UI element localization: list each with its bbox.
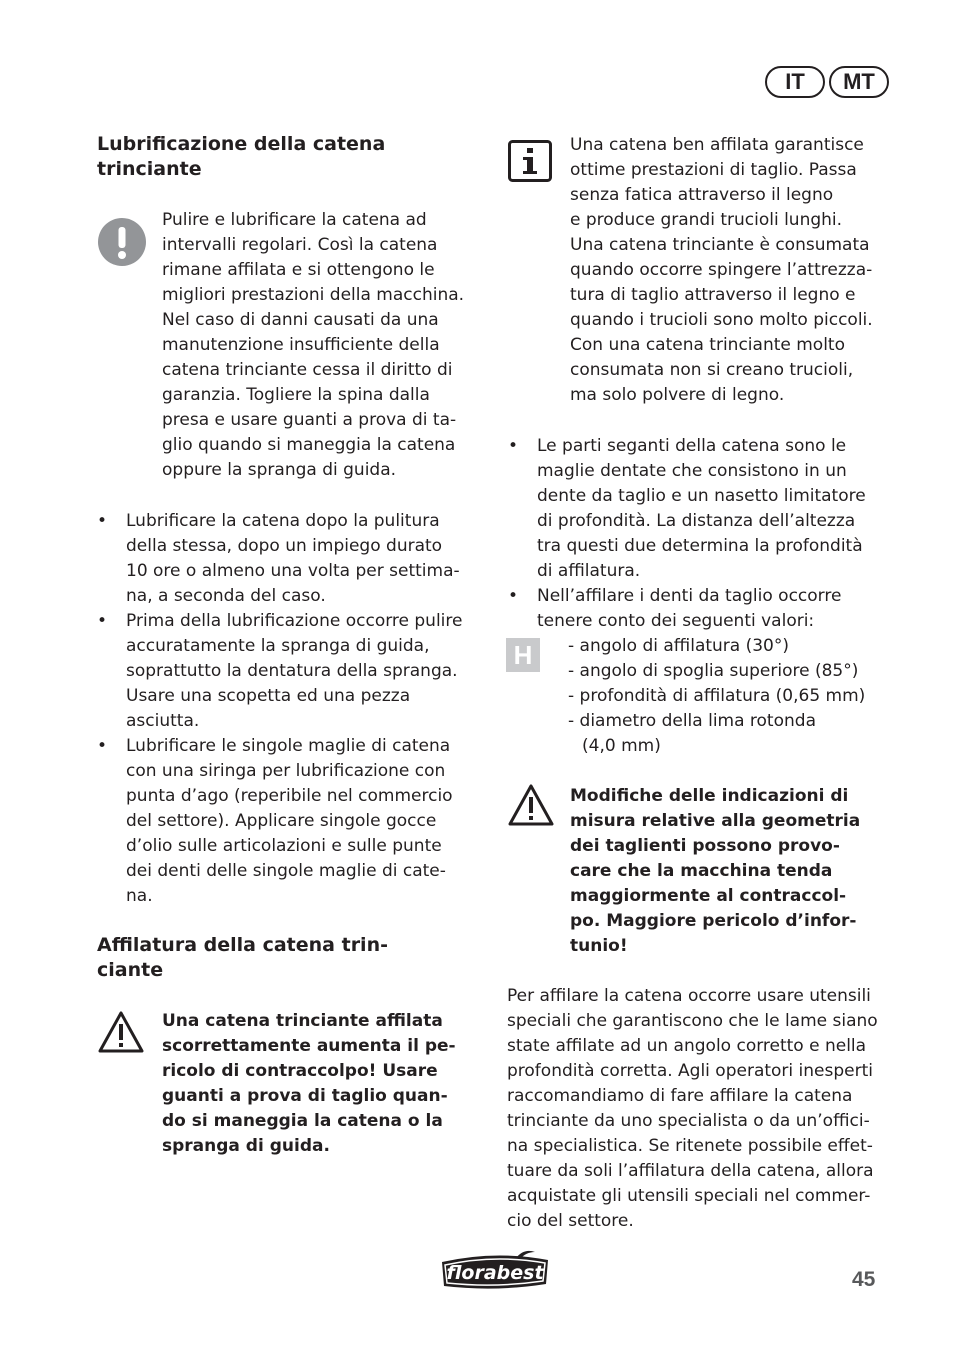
text-line: del settore). Applicare singole gocce <box>126 811 437 831</box>
warning-text-line: dei taglienti possono provo- <box>570 836 840 856</box>
text-line: profondità corretta. Agli operatori inesperti <box>507 1061 873 1081</box>
geometry-warning-right <box>570 784 905 959</box>
text-line: d’olio sulle articolazioni e sulle punte <box>126 836 442 856</box>
text-line: quando i trucioli sono molto piccoli. <box>570 310 873 330</box>
text-line: oppure la spranga di guida. <box>162 460 397 480</box>
exclamation-circle-icon <box>98 218 146 270</box>
text-line: della stessa, dopo un impiego durato <box>126 536 443 556</box>
list-item <box>508 584 903 634</box>
text-line: Per affilare la catena occorre usare utensili <box>507 986 871 1006</box>
text-line: ma solo polvere di legno. <box>570 385 785 405</box>
text-line: Una catena trinciante è consumata <box>570 235 870 255</box>
text-line: Con una catena trinciante molto <box>570 335 845 355</box>
sharp-chain-info <box>570 133 900 408</box>
text-line: e produce grandi trucioli lunghi. <box>570 210 843 230</box>
text-line: con una siringa per lubrificazione con <box>126 761 446 781</box>
text-line: Nel caso di danni causati da una <box>162 310 439 330</box>
text-line: di affilatura. <box>537 561 641 581</box>
value-item: - profondità di affilatura (0,65 mm) <box>568 686 866 706</box>
text-line: na, a seconda del caso. <box>126 586 326 606</box>
text-line: asciutta. <box>126 711 200 731</box>
language-tag-it: IT <box>765 66 825 98</box>
text-line: consumata non si creano trucioli, <box>570 360 854 380</box>
text-line: garanzia. Togliere la spina dalla <box>162 385 430 405</box>
warning-triangle-icon <box>98 1010 144 1058</box>
text-line: raccomandiamo di fare affilare la catena <box>507 1086 853 1106</box>
text-line: • Le parti seganti della catena sono le <box>537 436 847 456</box>
text-line: • Prima della lubrificazione occorre pulire <box>126 611 463 631</box>
warning-text-line: Una catena trinciante affilata <box>162 1011 443 1031</box>
text-line: rimane affilata e si ottengono le <box>162 260 435 280</box>
list-item <box>97 509 492 609</box>
text-line: tura di taglio attraverso il legno e <box>570 285 856 305</box>
section-title-line: Affilatura della catena trin- <box>97 934 388 956</box>
text-line: na specialistica. Se ritenete possibile effet- <box>507 1136 873 1156</box>
warning-text-line: misura relative alla geometria <box>570 811 861 831</box>
lubrication-steps-list <box>97 509 492 909</box>
warning-text-line: Modifiche delle indicazioni di <box>570 786 849 806</box>
warning-text-line: guanti a prova di taglio quan- <box>162 1086 448 1106</box>
warning-text-line: scorrettamente aumenta il pe- <box>162 1036 456 1056</box>
text-line: glio quando si maneggia la catena <box>162 435 456 455</box>
text-line: acquistate gli utensili speciali nel commer- <box>507 1186 871 1206</box>
text-line: manutenzione insufficiente della <box>162 335 440 355</box>
sharpening-bullets-list <box>508 434 903 634</box>
info-icon <box>508 140 552 186</box>
text-line: tenere conto dei seguenti valori: <box>537 611 815 631</box>
warning-text-line: spranga di guida. <box>162 1136 330 1156</box>
value-item: - angolo di spoglia superiore (85°) <box>568 661 859 681</box>
florabest-logo <box>438 1246 552 1296</box>
text-line: senza fatica attraverso il legno <box>570 185 834 205</box>
text-line: • Lubrificare la catena dopo la pulitura <box>126 511 440 531</box>
text-line: tra questi due determina la profondità <box>537 536 863 556</box>
text-line: presa e usare guanti a prova di ta- <box>162 410 457 430</box>
warning-text-line: ricolo di contraccolpo! Usare <box>162 1061 438 1081</box>
text-line: dente da taglio e un nasetto limitatore <box>537 486 866 506</box>
section-title-sharpening <box>97 933 477 983</box>
text-line: maglie dentate che consistono in un <box>537 461 847 481</box>
page-number: 45 <box>852 1268 876 1291</box>
text-line: Usare una scopetta ed una pezza <box>126 686 411 706</box>
text-line: quando occorre spingere l’attrezza- <box>570 260 873 280</box>
text-line: trinciante da uno specialista o da un’offici- <box>507 1111 870 1131</box>
text-line: 10 ore o almeno una volta per settima- <box>126 561 460 581</box>
value-item: - angolo di affilatura (30°) <box>568 636 790 656</box>
warning-text-line: po. Maggiore pericolo d’infor- <box>570 911 857 931</box>
text-line: na. <box>126 886 153 906</box>
text-line: speciali che garantiscono che le lame siano <box>507 1011 878 1031</box>
warning-text-line: maggiormente al contraccol- <box>570 886 847 906</box>
text-line: • Nell’affilare i denti da taglio occorre <box>537 586 842 606</box>
section-title-line: ciante <box>97 959 164 981</box>
text-line: intervalli regolari. Così la catena <box>162 235 438 255</box>
warning-text-line: care che la macchina tenda <box>570 861 833 881</box>
text-line: Pulire e lubrificare la catena ad <box>162 210 427 230</box>
text-line: di profondità. La distanza dell’altezza <box>537 511 856 531</box>
list-item <box>97 609 492 734</box>
text-line: migliori prestazioni della macchina. <box>162 285 465 305</box>
text-line: ottime prestazioni di taglio. Passa <box>570 160 857 180</box>
warning-text-line: tunio! <box>570 936 628 956</box>
svg-text:florabest: florabest <box>446 1262 544 1284</box>
text-line: cio del settore. <box>507 1211 634 1231</box>
text-line: dei denti delle singole maglie di cate- <box>126 861 446 881</box>
value-item: - diametro della lima rotonda <box>568 711 816 731</box>
warning-text-line: do si maneggia la catena o la <box>162 1111 443 1131</box>
text-line: tuare da soli l’affilatura della catena, allora <box>507 1161 874 1181</box>
language-tag-mt: MT <box>829 66 889 98</box>
text-line: punta d’ago (reperibile nel commercio <box>126 786 453 806</box>
text-line: accuratamente la spranga di guida, <box>126 636 430 656</box>
text-line: soprattutto la dentatura della spranga. <box>126 661 458 681</box>
sharpening-warning-left <box>162 1009 492 1159</box>
figure-h-marker: H <box>506 638 540 672</box>
maintenance-notice <box>162 208 492 483</box>
list-item <box>97 734 492 909</box>
section-title-lubrication <box>97 132 477 182</box>
section-title-line: Lubrificazione della catena <box>97 133 386 155</box>
text-line: catena trinciante cessa il diritto di <box>162 360 453 380</box>
warning-triangle-icon <box>508 783 554 831</box>
list-item <box>508 434 903 584</box>
value-item-continued: (4,0 mm) <box>582 736 661 756</box>
text-line: Una catena ben affilata garantisce <box>570 135 864 155</box>
text-line: state affilate ad un angolo corretto e nella <box>507 1036 867 1056</box>
section-title-line: trinciante <box>97 158 202 180</box>
text-line: • Lubrificare le singole maglie di catena <box>126 736 451 756</box>
sharpening-values-list <box>568 634 903 759</box>
sharpening-advice-paragraph <box>507 984 907 1234</box>
